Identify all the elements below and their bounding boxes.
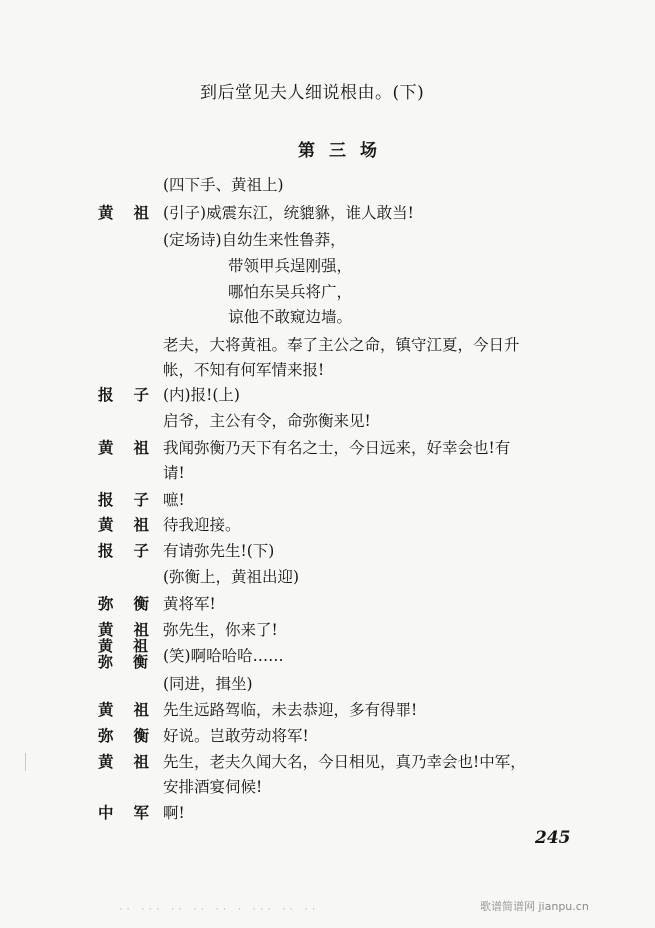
stage-direction: (弥衡上，黄祖出迎) bbox=[163, 568, 300, 586]
speaker-label: 报子 bbox=[98, 541, 170, 560]
dialogue-line: 先生远路驾临，未去恭迎，多有得罪! bbox=[163, 701, 418, 719]
scan-noise: ·· ··· ·· ·· ·· · ··· ·· ·· bbox=[118, 905, 319, 915]
speaker-label: 黄祖 bbox=[98, 637, 169, 655]
speaker-label: 黄祖 bbox=[98, 620, 170, 639]
dialogue-line: 我闻弥衡乃天下有名之士，今日远来，好幸会也!有 bbox=[163, 439, 511, 457]
dialogue-line: 啊! bbox=[163, 804, 185, 822]
poem-line: 哪怕东吴兵将广， bbox=[228, 283, 353, 301]
speaker-label: 弥衡 bbox=[98, 726, 170, 745]
speaker-label: 黄祖 bbox=[98, 438, 170, 457]
scan-mark bbox=[25, 753, 26, 771]
watermark: 歌谱简谱网 jianpu.cn bbox=[480, 900, 589, 913]
speaker-label: 报子 bbox=[98, 490, 170, 509]
dialogue-line: 好说。岂敢劳动将军! bbox=[163, 727, 309, 745]
speaker-label: 弥衡 bbox=[98, 653, 169, 671]
dialogue-line: (引子)威震东江，统貔貅，谁人敢当! bbox=[163, 204, 414, 222]
poem-intro-line: (定场诗)自幼生来性鲁莽， bbox=[163, 231, 346, 249]
exit-line: 到后堂见夫人细说根由。(下) bbox=[200, 83, 425, 103]
dialogue-line: 弥先生，你来了! bbox=[163, 621, 278, 639]
dialogue-line: 待我迎接。 bbox=[163, 516, 241, 534]
dialogue-line: 嗻! bbox=[163, 491, 185, 509]
speaker-label: 黄祖 bbox=[98, 203, 170, 222]
page-number: 245 bbox=[535, 828, 571, 848]
speaker-label: 黄祖 bbox=[98, 515, 170, 534]
stage-direction: (同进，揖坐) bbox=[163, 675, 253, 693]
speaker-label: 黄祖 bbox=[98, 700, 170, 719]
dialogue-line: 黄将军! bbox=[163, 595, 216, 613]
dialogue-line: 先生，老夫久闻大名，今日相见，真乃幸会也!中军， bbox=[163, 753, 526, 771]
dialogue-line: (内)报!(上) bbox=[163, 386, 240, 404]
poem-line: 带领甲兵逞刚强， bbox=[228, 257, 353, 275]
monologue-line: 老夫，大将黄祖。奉了主公之命，镇守江夏，今日升 bbox=[163, 336, 520, 354]
dialogue-line: 启爷，主公有令，命弥衡来见! bbox=[163, 412, 371, 430]
speaker-label: 黄祖 bbox=[98, 752, 170, 771]
dialogue-line: 安排酒宴伺候! bbox=[163, 778, 263, 796]
dialogue-line: (笑)啊哈哈哈…… bbox=[163, 647, 284, 665]
dialogue-line: 有请弥先生!(下) bbox=[163, 542, 275, 560]
scene-title: 第三场 bbox=[298, 141, 391, 161]
monologue-line: 帐，不知有何军情来报! bbox=[163, 361, 325, 379]
speaker-label: 中军 bbox=[98, 803, 170, 822]
speaker-label: 弥衡 bbox=[98, 594, 170, 613]
dialogue-line: 请! bbox=[163, 464, 185, 482]
speaker-label: 报子 bbox=[98, 385, 170, 404]
stage-direction: (四下手、黄祖上) bbox=[163, 176, 284, 194]
poem-line: 谅他不敢窥边墙。 bbox=[228, 308, 353, 326]
